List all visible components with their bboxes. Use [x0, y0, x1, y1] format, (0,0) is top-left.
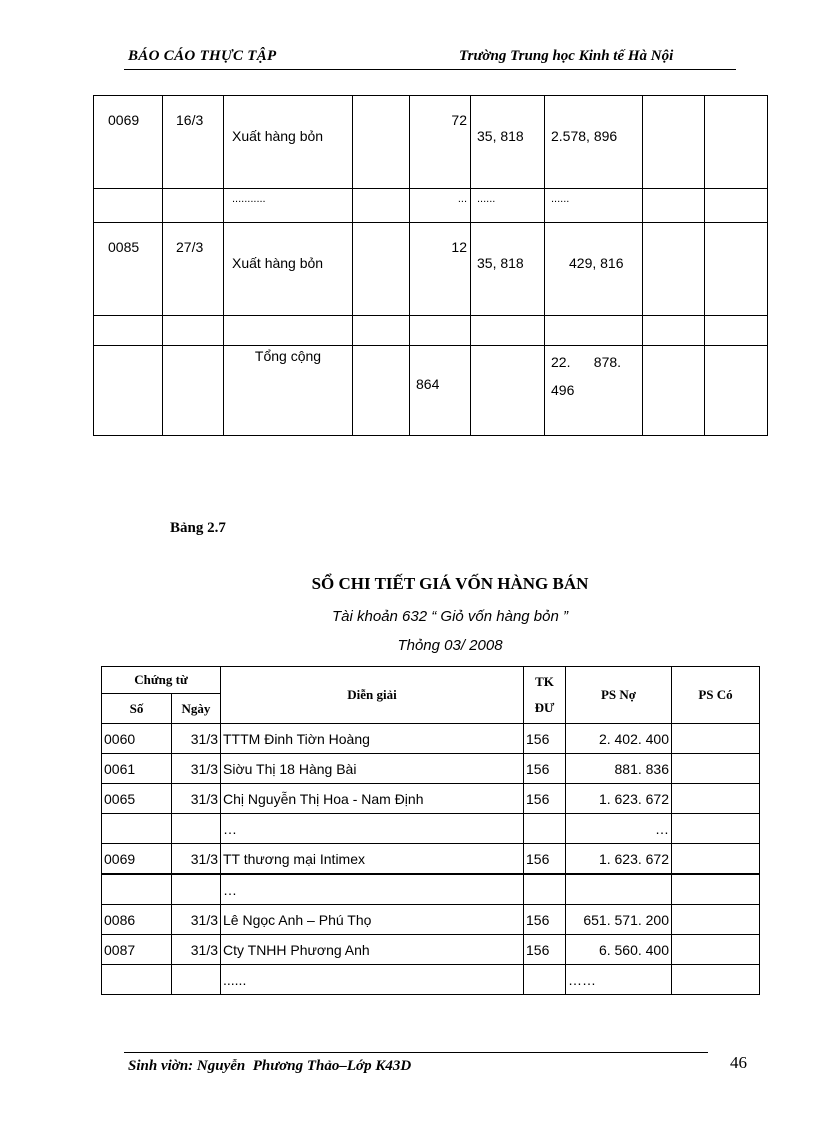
- empty-cell: [643, 96, 705, 189]
- dien-giai-cell: …: [221, 814, 524, 844]
- ps-no-cell: 1. 623. 672: [566, 784, 672, 814]
- tk-cell: 156: [524, 724, 566, 754]
- dien-giai-cell: Lê Ngọc Anh – Phú Thọ: [221, 905, 524, 935]
- tk-cell: 156: [524, 844, 566, 875]
- price-cell: 35, 818: [471, 96, 545, 189]
- total-amount: [545, 346, 643, 436]
- empty-cell: [353, 96, 410, 189]
- qty-cell: ...: [410, 189, 471, 223]
- header-rule: [124, 69, 736, 70]
- table-row: [94, 96, 768, 189]
- ngay-cell: 31/3: [172, 754, 221, 784]
- ps-co-cell: [672, 905, 760, 935]
- ps-no-cell: [566, 874, 672, 905]
- so-cell: 0086: [102, 905, 172, 935]
- tk-cell: [524, 814, 566, 844]
- tk-du-line1: TK: [535, 674, 554, 689]
- tk-cell: 156: [524, 754, 566, 784]
- dien-giai-header: Diễn giải: [221, 667, 524, 724]
- tk-cell: 156: [524, 784, 566, 814]
- empty-cell: [705, 223, 768, 316]
- ps-co-cell: [672, 935, 760, 965]
- so-cell: [102, 814, 172, 844]
- empty-cell: [705, 316, 768, 346]
- table-caption: Bảng 2.7: [170, 520, 226, 536]
- header-row: [102, 667, 760, 694]
- top-table: [93, 95, 768, 436]
- table-row: [94, 189, 768, 223]
- dien-giai-cell: Xuất hàng bỏn: [224, 223, 353, 316]
- so-cell: [102, 965, 172, 995]
- empty-cell: [353, 189, 410, 223]
- ngay-header: Ngày: [172, 694, 221, 724]
- empty-cell: [94, 346, 163, 436]
- ngay-cell: 31/3: [172, 784, 221, 814]
- ps-co-cell: [672, 814, 760, 844]
- empty-cell: [643, 316, 705, 346]
- empty-cell: [643, 189, 705, 223]
- header-right: Trường Trung học Kinh tế Hà Nội: [459, 48, 674, 64]
- ps-co-cell: [672, 874, 760, 905]
- empty-cell: [163, 316, 224, 346]
- ps-no-cell: 651. 571. 200: [566, 905, 672, 935]
- footer-rule: [124, 1052, 708, 1053]
- ps-co-cell: [672, 844, 760, 875]
- header-left: BÁO CÁO THỰC TẬP: [128, 48, 277, 64]
- dien-giai-cell: Cty TNHH Phương Anh: [221, 935, 524, 965]
- ngay-cell: [172, 965, 221, 995]
- so-cell: 0060: [102, 724, 172, 754]
- tk-du-line2: ĐƯ: [534, 700, 555, 715]
- total-qty: 864: [410, 346, 471, 436]
- total-amount-line1: 22. 878.: [551, 354, 622, 370]
- qty-cell: 12: [410, 223, 471, 316]
- empty-cell: [353, 223, 410, 316]
- tk-cell: [524, 874, 566, 905]
- empty-cell: [94, 316, 163, 346]
- ps-no-cell: 1. 623. 672: [566, 844, 672, 875]
- dien-giai-cell: Xuất hàng bỏn: [224, 96, 353, 189]
- ps-no-cell: 6. 560. 400: [566, 935, 672, 965]
- so-cell: 0069: [94, 96, 163, 189]
- ledger-title: SỔ CHI TIẾT GIÁ VỐN HÀNG BÁN: [311, 574, 589, 593]
- chung-tu-header: Chứng từ: [102, 667, 221, 694]
- ngay-cell: 16/3: [163, 96, 224, 189]
- ngay-cell: 31/3: [172, 905, 221, 935]
- ps-co-header: PS Có: [672, 667, 760, 724]
- ps-no-cell: 881. 836: [566, 754, 672, 784]
- total-amount-line2: 496: [551, 382, 575, 398]
- price-cell: 35, 818: [471, 223, 545, 316]
- ngay-cell: [172, 874, 221, 905]
- table-row: [94, 223, 768, 316]
- table-row: [102, 724, 760, 754]
- so-cell: 0065: [102, 784, 172, 814]
- table-row: [102, 754, 760, 784]
- amount-cell: 2.578, 896: [545, 96, 643, 189]
- so-cell: 0069: [102, 844, 172, 875]
- price-cell: ......: [471, 189, 545, 223]
- ps-co-cell: [672, 784, 760, 814]
- table-row: [102, 935, 760, 965]
- empty-cell: [410, 316, 471, 346]
- dien-giai-cell: ......: [221, 965, 524, 995]
- dien-giai-cell: ...........: [224, 189, 353, 223]
- empty-cell: [94, 189, 163, 223]
- ps-no-cell: 2. 402. 400: [566, 724, 672, 754]
- ledger-table: [101, 666, 760, 995]
- qty-cell: 72: [410, 96, 471, 189]
- table-row: [102, 784, 760, 814]
- ngay-cell: 31/3: [172, 724, 221, 754]
- empty-cell: [224, 316, 353, 346]
- ledger-account: Tài khoản 632 “ Giỏ vốn hàng bỏn ”: [332, 608, 568, 625]
- dien-giai-cell: TT thương mại Intimex: [221, 844, 524, 875]
- ngay-cell: 31/3: [172, 844, 221, 875]
- ps-no-cell: ……: [566, 965, 672, 995]
- so-cell: 0087: [102, 935, 172, 965]
- so-cell: 0085: [94, 223, 163, 316]
- tk-du-header: [524, 667, 566, 724]
- footer-author: Sinh viờn: Nguyễn Phương Thảo–Lớp K43D: [128, 1058, 412, 1074]
- empty-cell: [353, 346, 410, 436]
- empty-cell: [705, 189, 768, 223]
- empty-cell: [353, 316, 410, 346]
- tk-cell: 156: [524, 935, 566, 965]
- empty-cell: [163, 346, 224, 436]
- so-cell: 0061: [102, 754, 172, 784]
- empty-cell: [705, 96, 768, 189]
- so-cell: [102, 874, 172, 905]
- so-header: Số: [102, 694, 172, 724]
- dien-giai-cell: Chị Nguyễn Thị Hoa - Nam Định: [221, 784, 524, 814]
- dien-giai-cell: Siờu Thị 18 Hàng Bài: [221, 754, 524, 784]
- total-label: Tổng cộng: [224, 346, 353, 436]
- table-row: [102, 814, 760, 844]
- tk-cell: [524, 965, 566, 995]
- page-number: 46: [730, 1053, 747, 1072]
- ps-no-header: PS Nợ: [566, 667, 672, 724]
- amount-cell: ......: [545, 189, 643, 223]
- table-row: [102, 965, 760, 995]
- tk-cell: 156: [524, 905, 566, 935]
- dien-giai-cell: TTTM Đinh Tiờn Hoàng: [221, 724, 524, 754]
- ps-co-cell: [672, 965, 760, 995]
- empty-cell: [471, 316, 545, 346]
- table-row: [94, 316, 768, 346]
- empty-cell: [643, 223, 705, 316]
- empty-cell: [643, 346, 705, 436]
- table-row: [102, 905, 760, 935]
- amount-cell: 429, 816: [545, 223, 643, 316]
- ps-no-cell: …: [566, 814, 672, 844]
- ngay-cell: 31/3: [172, 935, 221, 965]
- dien-giai-cell: …: [221, 874, 524, 905]
- empty-cell: [471, 346, 545, 436]
- ngay-cell: 27/3: [163, 223, 224, 316]
- empty-cell: [545, 316, 643, 346]
- total-row: [94, 346, 768, 436]
- ps-co-cell: [672, 724, 760, 754]
- ngay-cell: [172, 814, 221, 844]
- table-row: [102, 874, 760, 905]
- empty-cell: [163, 189, 224, 223]
- table-row: [102, 844, 760, 875]
- ps-co-cell: [672, 754, 760, 784]
- empty-cell: [705, 346, 768, 436]
- ledger-month: Thỏng 03/ 2008: [397, 637, 503, 654]
